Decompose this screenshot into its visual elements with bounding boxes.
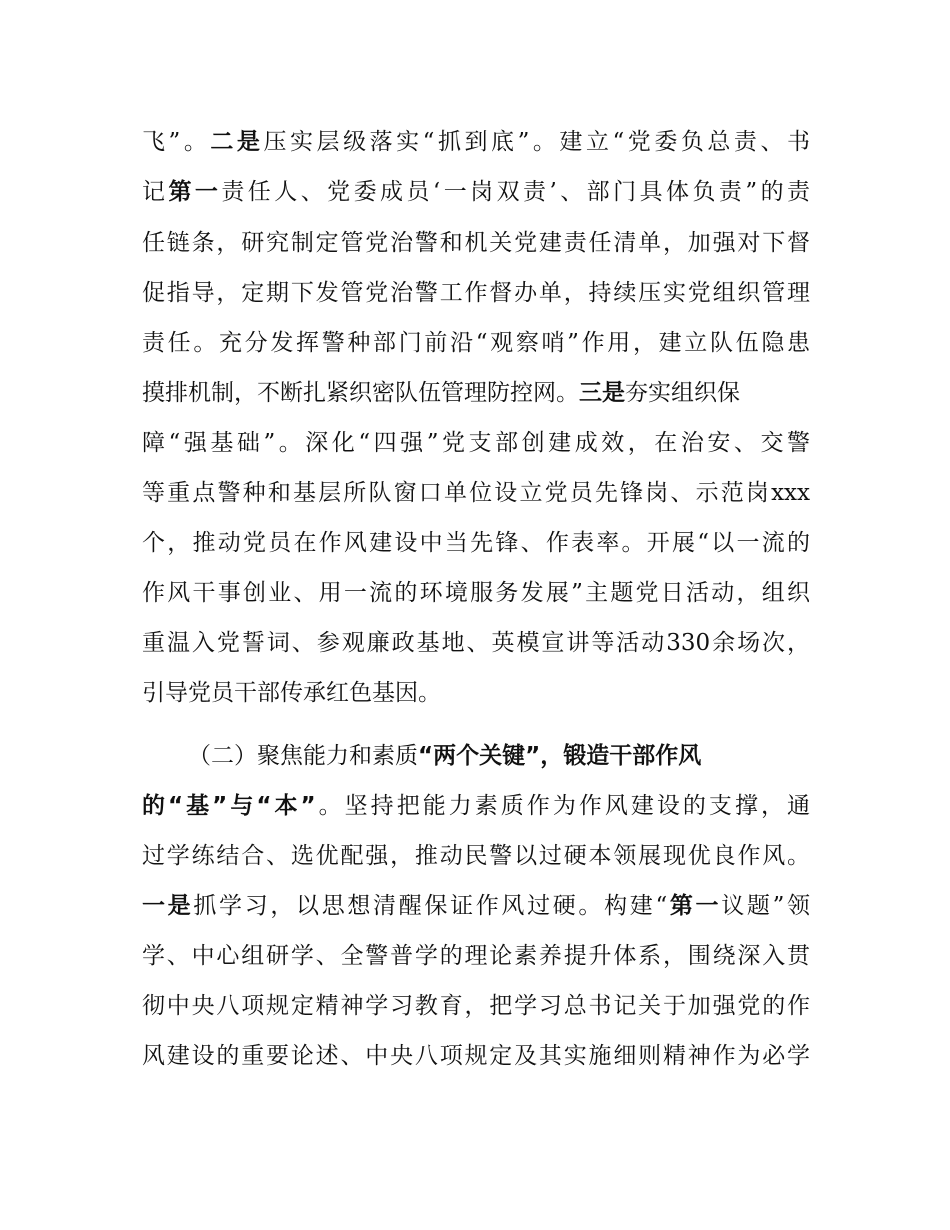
text-line: 任链条，研究制定管党治警和机关党建责任清单，加强对下督	[142, 230, 810, 256]
text-line	[142, 891, 810, 921]
text-line	[142, 378, 810, 408]
text-line	[142, 791, 810, 821]
text-line: 学、中心组研学、全警普学的理论素养提升体系，围绕深入贯	[142, 943, 810, 969]
bold-text-run: 第一	[168, 179, 222, 205]
text-line: 等重点警种和基层所队窗口单位设立党员先锋岗、示范岗xxx	[142, 480, 810, 506]
text-line	[142, 177, 810, 207]
text-line: 个，推动党员在作风建设中当先锋、作表率。开展“以一流的	[142, 530, 810, 556]
text-run: 议题”领	[721, 893, 810, 919]
text-line: 促指导，定期下发管党治警工作督办单，持续压实党组织管理	[142, 280, 810, 306]
heading-bold-text: 的“基”与“本”	[142, 793, 316, 819]
text-run: 记	[142, 179, 169, 205]
heading-text: （二）聚焦能力和素质	[188, 743, 418, 769]
section-heading	[188, 741, 788, 771]
text-line: 责任。充分发挥警种部门前沿“观察哨”作用，建立队伍隐患	[142, 330, 810, 356]
bold-text-run: 三是	[579, 380, 625, 406]
text-run: 责任人、党委成员‘一岗双责’、部门具体负责”的责	[221, 179, 810, 205]
text-line: 风建设的重要论述、中央八项规定及其实施细则精神作为必学	[142, 1043, 810, 1069]
text-line	[142, 127, 810, 157]
heading-bold-text: “两个关键”，锻造干部作风	[418, 743, 702, 769]
text-line: 障“强基础”。深化“四强”党支部创建成效，在治安、交警	[142, 430, 810, 456]
text-run: 抓学习，以思想清醒保证作风过硬。构建“	[193, 893, 668, 919]
text-run: 飞”。	[142, 129, 211, 155]
text-run: 摸排机制，不断扎紧织密队伍管理防控网。	[142, 380, 579, 406]
text-line: 引导党员干部传承红色基因。	[142, 680, 441, 706]
bold-text-run: 二是	[210, 129, 264, 155]
text-run: 压实层级落实“抓到底”。建立“党委负总责、书	[263, 129, 810, 155]
text-line: 过学练结合、选优配强，推动民警以过硬本领展现优良作风。	[142, 843, 810, 869]
bold-text-run: 一是	[142, 893, 194, 919]
text-line: 重温入党誓词、参观廉政基地、英模宣讲等活动330余场次，	[142, 630, 810, 656]
text-line: 彻中央八项规定精神学习教育，把学习总书记关于加强党的作	[142, 993, 810, 1019]
text-line: 作风干事创业、用一流的环境服务发展”主题党日活动，组织	[142, 580, 810, 606]
bold-text-run: 第一	[667, 893, 722, 919]
text-run: 夯实组织保	[625, 380, 740, 406]
text-run: 。坚持把能力素质作为作风建设的支撑，通	[315, 793, 810, 819]
